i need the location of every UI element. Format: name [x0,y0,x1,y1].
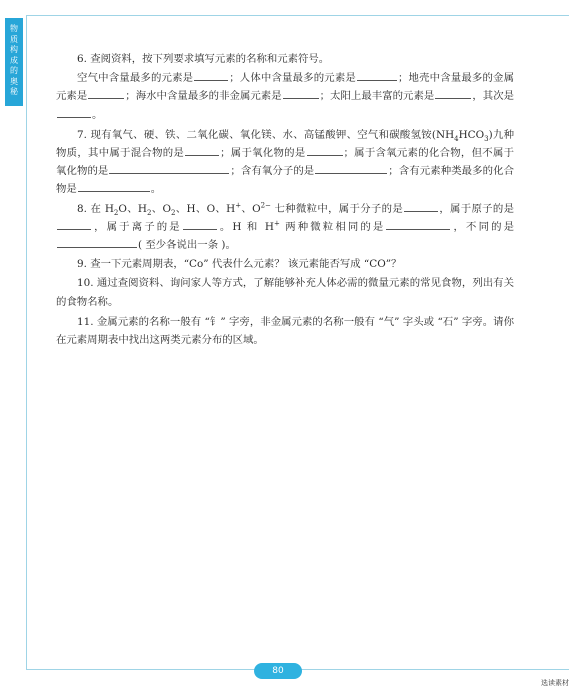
page-number: 80 [254,663,302,679]
answer-blank[interactable] [183,218,217,230]
answer-blank[interactable] [315,162,387,174]
side-tab-char: 秘 [10,87,18,96]
side-tab-char: 物 [10,24,18,33]
question-11: 11. 金属元素的名称一般有 “钅” 字旁，非金属元素的名称一般有 “气” 字头或 “石” 字旁。请你在元素周期表中找出这两类元素分布的区域。 [56,315,514,347]
exercise-content [56,50,514,350]
answer-blank[interactable] [357,69,397,81]
side-tab-char: 奥 [10,76,18,86]
question-8: 8. 在 $H_2O$、$H_2$、$O_2$、H、O、H+、$O^{2-}$ 七种微粒中，属于分子的是 ，属于原子的是，属于离子的是 。H 和 H+ 两种微粒相同的是 ，不同的是( 至少各说出一条 )。 [56,200,514,255]
side-tab-char: 质 [10,34,18,44]
answer-blank[interactable] [194,69,228,81]
answer-blank[interactable] [78,180,150,192]
answer-blank[interactable] [185,144,219,156]
answer-blank[interactable] [386,218,450,230]
question-6-body: 空气中含量最多的元素是 ；人体中含量最多的元素是 ；地壳中含量最多的金属元素是 ；海水中含量最多的非金属元素是 ；太阳上最丰富的元素是 ，其次是。 [56,69,514,124]
answer-blank[interactable] [57,236,137,248]
question-9: 9. 查一下元素周期表，“Co” 代表什么元素？ 该元素能否写成 “CO”？ [77,258,402,271]
answer-blank[interactable] [283,87,319,99]
answer-blank[interactable] [109,162,229,174]
side-tab-char: 的 [10,66,18,75]
answer-blank[interactable] [88,87,124,99]
question-7: 7. 现有氧气、硬、铁、二氧化碳、氧化镁、水、高锰酸钾、空气和碳酸氢铵$(NH_4HCO_3)$九种物质，其中属于混合物的是 ；属于氧化物的是 ；属于含氧元素的化合物，但不属于氧化物的是 ；含有氧分子的是 ；含有元素种类最多的化合物是 。 [56,128,515,196]
answer-blank[interactable] [57,106,91,118]
answer-blank[interactable] [404,200,438,212]
answer-blank[interactable] [57,218,91,230]
chapter-side-tab [5,18,23,106]
side-tab-char: 成 [10,55,18,65]
side-tab-char: 构 [10,45,18,54]
answer-blank[interactable] [307,144,343,156]
question-6-lead: 6. 查阅资料，按下列要求填写元素的名称和元素符号。 [77,53,330,65]
answer-blank[interactable] [435,87,471,99]
question-10: 10. 通过查阅资料、询问家人等方式，了解能够补充人体必需的微量元素的常见食物，列出有关的食物名称。 [56,277,514,308]
corner-text: 选读素材 [541,679,569,687]
